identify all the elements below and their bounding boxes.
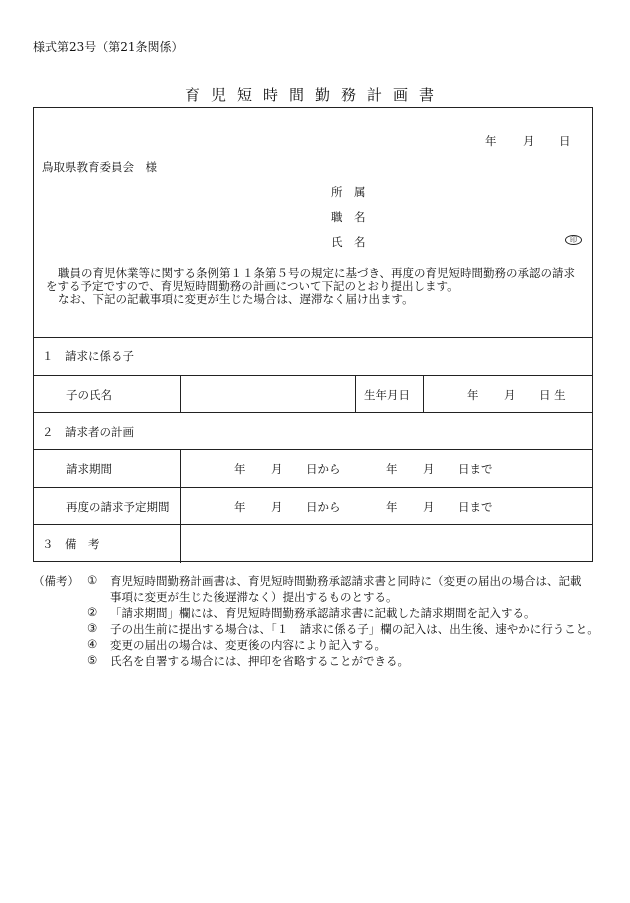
- section2-heading: ２ 請求者の計画: [42, 425, 134, 439]
- section1-heading: １ 請求に係る子: [42, 349, 134, 363]
- affiliation-label: 所 属: [331, 185, 366, 199]
- period-from-year: 年: [234, 462, 246, 476]
- birth-day: 日 生: [539, 388, 566, 402]
- rule: [34, 487, 592, 488]
- name-label: 氏 名: [331, 235, 366, 249]
- repeat-from-year: 年: [234, 500, 246, 514]
- date-day: 日: [559, 134, 571, 148]
- request-period-label: 請求期間: [66, 462, 112, 476]
- body-line-2: をする予定ですので、育児短時間勤務の計画について下記のとおり提出します。: [46, 279, 459, 293]
- child-name-label: 子の氏名: [66, 388, 112, 402]
- rule: [180, 449, 181, 563]
- birth-year: 年: [467, 388, 479, 402]
- period-to-day: 日まで: [458, 462, 493, 476]
- section3-heading: ３ 備 考: [42, 537, 100, 551]
- addressee: 鳥取県教育委員会 様: [42, 160, 157, 174]
- repeat-to-month: 月: [423, 500, 435, 514]
- repeat-from-month: 月: [271, 500, 283, 514]
- note-mark: ④: [87, 637, 98, 651]
- note-text: 氏名を自署する場合には、押印を省略することができる。: [110, 654, 409, 668]
- note-text: 変更の届出の場合は、変更後の内容により記入する。: [110, 638, 386, 652]
- note-mark: ①: [87, 573, 98, 587]
- seal-mark: 印: [565, 235, 582, 245]
- position-label: 職 名: [331, 210, 366, 224]
- body-line-1: 職員の育児休業等に関する条例第１１条第５号の規定に基づき、再度の育児短時間勤務の承認の請求: [58, 266, 576, 280]
- birth-month: 月: [504, 388, 516, 402]
- note-mark: ⑤: [87, 653, 98, 667]
- form-number: 様式第23号（第21条関係）: [33, 40, 184, 54]
- note-text: 「請求期間」欄には、育児短時間勤務承認請求書に記載した請求期間を記入する。: [110, 606, 536, 620]
- note-mark: ③: [87, 621, 98, 635]
- rule: [34, 524, 592, 525]
- repeat-from-day: 日から: [306, 500, 341, 514]
- repeat-period-label: 再度の請求予定期間: [66, 500, 170, 514]
- date-month: 月: [523, 134, 535, 148]
- rule: [423, 375, 424, 412]
- rule: [180, 375, 181, 412]
- date-year: 年: [485, 134, 497, 148]
- note-text: 事項に変更が生じた後遅滞なく）提出するものとする。: [110, 590, 398, 604]
- period-from-day: 日から: [306, 462, 341, 476]
- repeat-to-year: 年: [386, 500, 398, 514]
- rule: [34, 449, 592, 450]
- body-line-3: なお、下記の記載事項に変更が生じた場合は、遅滞なく届け出ます。: [58, 292, 414, 306]
- form-table: [33, 107, 593, 562]
- period-to-month: 月: [423, 462, 435, 476]
- page-title: 育児短時間勤務計画書: [184, 86, 445, 104]
- note-text: 育児短時間勤務計画書は、育児短時間勤務承認請求書と同時に（変更の届出の場合は、記載: [110, 574, 582, 588]
- rule: [34, 337, 592, 338]
- note-mark: ②: [87, 605, 98, 619]
- period-to-year: 年: [386, 462, 398, 476]
- birthdate-label: 生年月日: [364, 388, 410, 402]
- period-from-month: 月: [271, 462, 283, 476]
- body-text: [46, 267, 594, 306]
- rule: [355, 375, 356, 412]
- rule: [34, 375, 592, 376]
- rule: [34, 412, 592, 413]
- repeat-to-day: 日まで: [458, 500, 493, 514]
- notes-label: （備考）: [33, 574, 79, 588]
- note-text: 子の出生前に提出する場合は、「１ 請求に係る子」欄の記入は、出生後、速やかに行うこと。: [110, 622, 599, 636]
